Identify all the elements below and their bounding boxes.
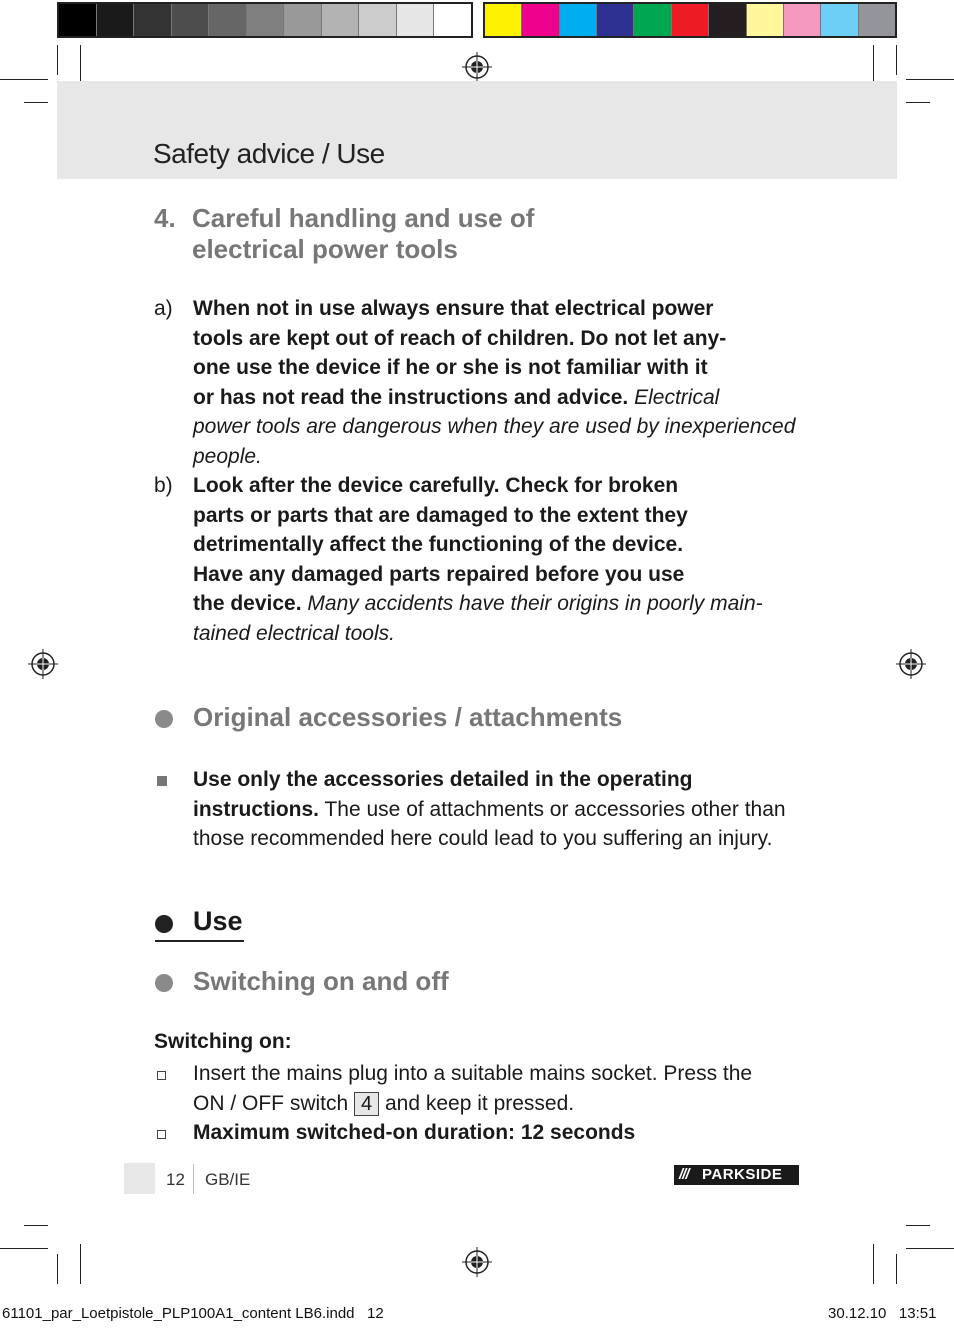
footer-tab <box>124 1163 155 1194</box>
crop-mark <box>80 45 81 85</box>
checkbox-bullet-icon <box>157 1071 166 1080</box>
switching-step-2: Maximum switched-on duration: 12 seconds <box>193 1121 636 1144</box>
registration-mark-icon <box>462 52 492 82</box>
color-swatch <box>596 4 633 36</box>
color-swatch <box>208 4 246 36</box>
language-code: GB/IE <box>205 1170 251 1189</box>
color-swatch <box>671 4 708 36</box>
crop-mark <box>0 1248 48 1249</box>
page-title: Safety advice / Use <box>153 138 385 169</box>
color-swatch <box>783 4 820 36</box>
grayscale-calibration-bar <box>57 2 473 38</box>
color-swatch <box>171 4 209 36</box>
color-swatch <box>820 4 857 36</box>
list-item-b: Look after the device carefully. Check for broken parts or parts that are damaged to the extent they detrimentally affect the functioning of the device. Have any damaged parts repaired before you use the device. Many accidents have their origins in poorly main- tained electrical tools. <box>193 474 763 645</box>
registration-mark-icon <box>462 1247 492 1277</box>
color-swatch <box>708 4 745 36</box>
color-swatch <box>521 4 558 36</box>
color-swatch <box>746 4 783 36</box>
crop-mark <box>24 1225 48 1226</box>
switching-on-subheading: Switching on: <box>154 1030 292 1053</box>
accessories-heading: Original accessories / attachments <box>193 702 623 732</box>
crop-mark <box>906 79 954 80</box>
list-marker: b) <box>154 474 173 497</box>
crop-mark <box>906 1248 954 1249</box>
section-bullet-icon <box>155 710 173 728</box>
part-reference-badge: 4 <box>354 1092 379 1116</box>
checkbox-bullet-icon <box>157 1130 166 1139</box>
logo-text: PARKSIDE <box>702 1166 783 1183</box>
crop-mark <box>24 102 48 103</box>
section-bullet-icon <box>155 974 173 992</box>
crop-mark <box>873 45 874 85</box>
crop-mark <box>896 1254 897 1284</box>
list-item-a: When not in use always ensure that electrical power tools are kept out of reach of children. Do not let any- one use the device if he or she is not familiar with it or has not read the instructions and advice. Electrical power tools are dangerous when they are used by inexperienced people. <box>193 297 796 468</box>
page-number: 12 <box>166 1170 185 1189</box>
color-swatch <box>485 4 521 36</box>
color-swatch <box>559 4 596 36</box>
crop-mark <box>873 1244 874 1284</box>
color-swatch <box>396 4 434 36</box>
color-calibration-bar <box>483 2 897 38</box>
use-bullet-icon <box>155 915 173 933</box>
color-swatch <box>858 4 895 36</box>
color-swatch <box>633 4 670 36</box>
color-swatch <box>246 4 284 36</box>
crop-mark <box>80 1244 81 1284</box>
accessories-text: Use only the accessories detailed in the operating instructions. The use of attachments or accessories other than those recommended here could lead to you suffering an injury. <box>193 768 786 850</box>
print-slug-datetime: 30.12.10 13:51 <box>828 1305 937 1322</box>
color-swatch <box>321 4 359 36</box>
use-underline <box>155 940 244 942</box>
parkside-logo <box>674 1165 799 1185</box>
section-title: Careful handling and use of electrical power tools <box>192 203 535 264</box>
crop-mark <box>57 1254 58 1284</box>
crop-mark <box>57 45 58 75</box>
registration-mark-icon <box>28 649 58 679</box>
list-marker: a) <box>154 297 173 320</box>
square-bullet-icon <box>157 776 167 786</box>
registration-mark-icon <box>896 649 926 679</box>
footer-divider <box>193 1164 194 1194</box>
color-swatch <box>59 4 96 36</box>
print-slug-filename: 61101_par_Loetpistole_PLP100A1_content LB6.indd 12 <box>2 1305 384 1322</box>
color-swatch <box>433 4 471 36</box>
color-swatch <box>133 4 171 36</box>
color-swatch <box>96 4 134 36</box>
logo-slashes: /// <box>679 1166 689 1183</box>
crop-mark <box>0 79 48 80</box>
section-number: 4. <box>154 203 176 233</box>
crop-mark <box>906 102 930 103</box>
crop-mark <box>896 45 897 75</box>
use-heading: Use <box>193 906 243 936</box>
color-swatch <box>358 4 396 36</box>
switching-heading: Switching on and off <box>193 966 449 996</box>
color-swatch <box>283 4 321 36</box>
switching-step-1: Insert the mains plug into a suitable mains socket. Press the ON / OFF switch 4 and keep it pressed. <box>193 1062 753 1115</box>
crop-mark <box>906 1225 930 1226</box>
